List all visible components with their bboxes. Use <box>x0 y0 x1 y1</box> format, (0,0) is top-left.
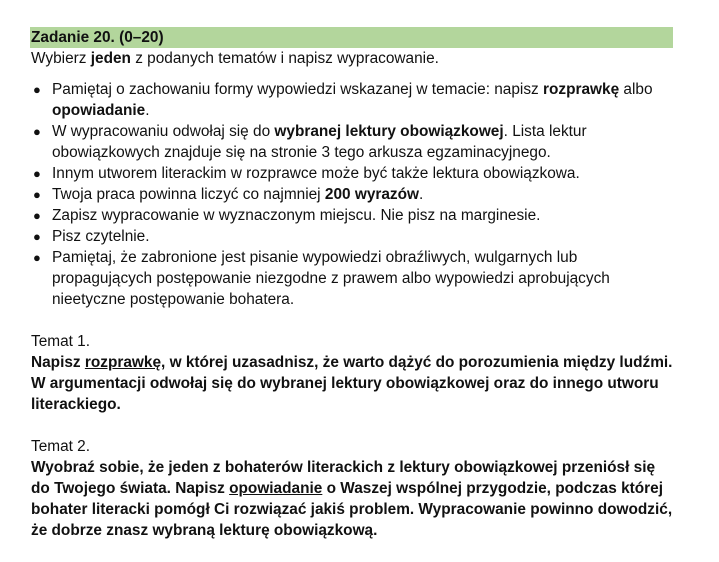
rule-text-bold: opowiadanie <box>52 102 146 119</box>
rule-text <box>52 249 610 308</box>
task-title: Zadanie 20. (0–20) <box>31 29 164 46</box>
rule-item <box>30 205 673 226</box>
rule-text <box>52 207 540 224</box>
topic-prompt <box>30 352 673 415</box>
rule-text-segment: Pamiętaj o zachowaniu formy wypowiedzi wskazanej w temacie: napisz <box>52 81 544 98</box>
bullet-icon: ● <box>33 229 41 244</box>
rule-text-segment: Zapisz wypracowanie w wyznaczonym miejscu. Nie pisz na marginesie. <box>52 207 541 224</box>
rule-text <box>52 123 587 161</box>
rule-text-segment: albo <box>619 81 653 98</box>
bullet-icon: ● <box>33 187 41 202</box>
rule-text-bold: rozprawkę <box>543 81 620 98</box>
topic-text-segment: Wyobraź sobie, że jeden z bohaterów literackich z lektury obowiązkowej przeniósł się do Twojego świata. Napisz <box>31 459 656 497</box>
rule-text-bold: 200 wyrazów <box>324 186 419 203</box>
rule-item <box>30 226 673 247</box>
rule-item <box>30 79 673 121</box>
topic-form-underlined: rozprawkę <box>84 354 162 371</box>
topic-text-segment: o Waszej wspólnej przygodzie, podczas której bohater literacki pomógł Ci rozwiązać jakiś problem. Wypracowanie powinno dowodzić, że dobrze znasz wybraną lekturę obowiązkową. <box>31 480 673 539</box>
bullet-icon: ● <box>33 250 41 265</box>
rule-text-segment: W wypracowaniu odwołaj się do <box>52 123 275 140</box>
rule-text-segment: . Lista lektur obowiązkowych znajduje się na stronie 3 tego arkusza egzaminacyjnego. <box>52 123 587 161</box>
intro-text-before: Wybierz <box>31 50 91 67</box>
rule-item <box>30 247 673 310</box>
bullet-icon: ● <box>33 124 41 139</box>
rule-text-segment: . <box>419 186 424 203</box>
rule-text-segment: Innym utworem literackim w rozprawce może być także lektura obowiązkowa. <box>52 165 580 182</box>
bullet-icon: ● <box>33 166 41 181</box>
rule-text-bold: wybranej lektury obowiązkowej <box>274 123 504 140</box>
bullet-icon: ● <box>33 82 41 97</box>
topic-text-segment: Napisz <box>31 354 85 371</box>
topic-2 <box>30 436 673 541</box>
task-instruction <box>30 48 673 69</box>
intro-text-bold: jeden <box>90 50 131 67</box>
intro-text-after: z podanych tematów i napisz wypracowanie. <box>130 50 439 67</box>
rule-text-segment: Twoja praca powinna liczyć co najmniej <box>52 186 325 203</box>
rule-item <box>30 121 673 163</box>
topic-1 <box>30 331 673 415</box>
topic-prompt <box>30 457 673 541</box>
rule-text <box>52 228 150 245</box>
topic-label: Temat 2. <box>31 438 91 455</box>
rule-text-segment: Pisz czytelnie. <box>52 228 150 245</box>
task-header <box>30 27 673 48</box>
exam-page <box>30 27 673 541</box>
topic-form-underlined: opowiadanie <box>229 480 323 497</box>
rule-text-segment: Pamiętaj, że zabronione jest pisanie wypowiedzi obraźliwych, wulgarnych lub propagujących postępowanie niezgodne z prawem albo wypowiedzi aprobujących nieetyczne postępowanie bohatera. <box>52 249 610 308</box>
rule-text <box>52 186 423 203</box>
topic-label: Temat 1. <box>31 333 91 350</box>
rule-text <box>52 81 653 119</box>
topic-text-segment: , w której uzasadnisz, że warto dążyć do porozumienia między ludźmi. W argumentacji odwołaj się do wybranej lektury obowiązkowej oraz do innego utworu literackiego. <box>31 354 673 413</box>
rule-text-segment: . <box>145 102 150 119</box>
rule-text <box>52 165 580 182</box>
rule-item <box>30 184 673 205</box>
bullet-icon: ● <box>33 208 41 223</box>
rules-list <box>30 79 673 310</box>
rule-item <box>30 163 673 184</box>
